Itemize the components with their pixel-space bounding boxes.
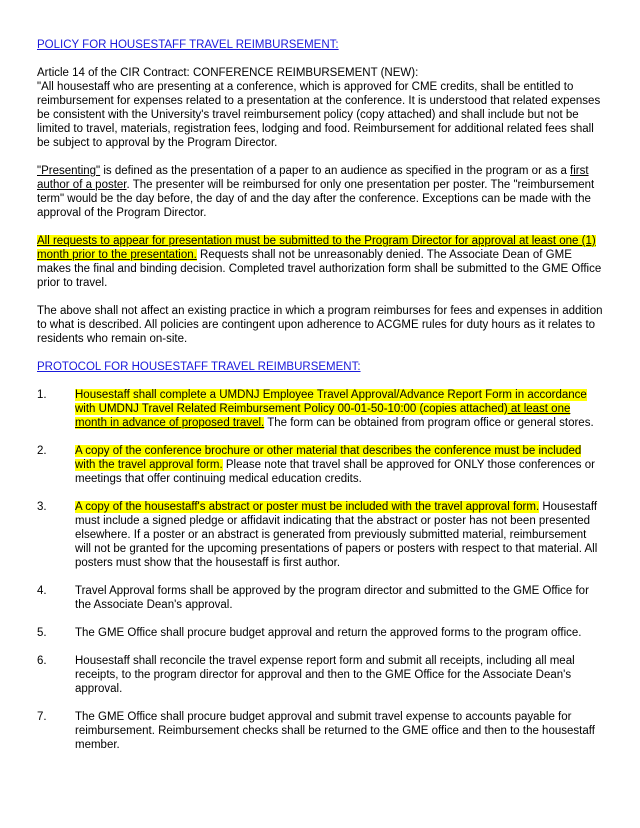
item-text: Travel Approval forms shall be approved by the program director and submitted to the GME Office for the Associate Dean's approval. <box>75 585 589 611</box>
protocol-heading: PROTOCOL FOR HOUSESTAFF TRAVEL REIMBURSEMENT: <box>37 361 361 373</box>
document-page <box>37 38 603 766</box>
first-author-phrase: first author of a poster <box>37 165 589 191</box>
item-number: 1. <box>37 389 47 401</box>
item-text: Please note that travel shall be approved for ONLY those conferences or meetings that offer continuing medical education credits. <box>75 459 595 485</box>
item-highlight: A copy of the conference brochure or other material that describes the conference must be included with the travel approval form. <box>75 445 582 471</box>
protocol-item <box>37 626 603 640</box>
item-text: The form can be obtained from program office or general stores. <box>264 417 594 429</box>
protocol-item <box>37 388 603 430</box>
protocol-item <box>37 444 603 486</box>
protocol-item <box>37 710 603 752</box>
protocol-list <box>37 388 603 752</box>
item-number: 3. <box>37 501 47 513</box>
protocol-item <box>37 654 603 696</box>
item-highlight: Housestaff shall complete a UMDNJ Employee Travel Approval/Advance Report Form in accordance with UMDNJ Travel Related Reimbursement Policy 00-01-50-10:00 (copies attached) <box>75 389 587 415</box>
article-title: Article 14 of the CIR Contract: CONFERENCE REIMBURSEMENT (NEW): <box>37 67 419 79</box>
requests-paragraph <box>37 234 603 290</box>
item-number: 2. <box>37 445 47 457</box>
closing-paragraph: The above shall not affect an existing practice in which a program reimburses for fees and expenses in addition to what is described. All policies are contingent upon adherence to ACGME rules for duty hours as it relates to residents who remain on-site. <box>37 305 603 345</box>
item-number: 4. <box>37 585 47 597</box>
item-number: 7. <box>37 711 47 723</box>
requests-rest: Requests shall not be unreasonably denied. The Associate Dean of GME makes the final and binding decision. Completed travel authorization form shall be submitted to the GME Office prior to travel. <box>37 249 602 289</box>
policy-heading: POLICY FOR HOUSESTAFF TRAVEL REIMBURSEMENT: <box>37 39 339 51</box>
item-highlight-underlined: at least one month in advance of proposed travel. <box>75 403 571 429</box>
item-highlight: A copy of the housestaff's abstract or poster must be included with the travel approval form. <box>75 501 540 513</box>
presenting-mid: is defined as the presentation of a paper to an audience as specified in the program or as a <box>100 165 571 177</box>
article-body: "All housestaff who are presenting at a conference, which is approved for CME credits, shall be entitled to reimbursement for expenses related to a presentation at the conference. It is understood that related expenses be consistent with the University's travel reimbursement policy (copy attached) and shall include but not be limited to travel, materials, registration fees, lodging and food. Reimbursement for additional related fees shall be subject to approval by the Program Director. <box>37 81 601 149</box>
item-text: The GME Office shall procure budget approval and submit travel expense to accounts payable for reimbursement. Reimbursement checks shall be returned to the GME office and then to the housestaff member. <box>75 711 595 751</box>
item-number: 5. <box>37 627 47 639</box>
protocol-item <box>37 500 603 570</box>
item-text: Housestaff must include a signed pledge or affidavit indicating that the abstract or poster has not been presented elsewhere. If a poster or an abstract is generated from previously submitted material, reimbursement will not be granted for the upcoming presentations of papers or posters with respect to that material. All posters must show that the housestaff is first author. <box>75 501 598 569</box>
protocol-item <box>37 584 603 612</box>
item-text: The GME Office shall procure budget approval and return the approved forms to the program office. <box>75 627 582 639</box>
item-number: 6. <box>37 655 47 667</box>
item-text: Housestaff shall reconcile the travel expense report form and submit all receipts, including all meal receipts, to the program director for approval and then to the GME Office for the Associate Dean's approval. <box>75 655 575 695</box>
requests-highlight: All requests to appear for presentation must be submitted to the Program Director for approval at least one (1) month prior to the presentation. <box>37 235 596 261</box>
presenting-definition <box>37 164 603 220</box>
presenting-end: . The presenter will be reimbursed for only one presentation per poster. The "reimbursement term" would be the day before, the day of and the day after the conference. Exceptions can be made with the approval of the Program Director. <box>37 179 595 219</box>
presenting-term: "Presenting" <box>37 165 101 177</box>
